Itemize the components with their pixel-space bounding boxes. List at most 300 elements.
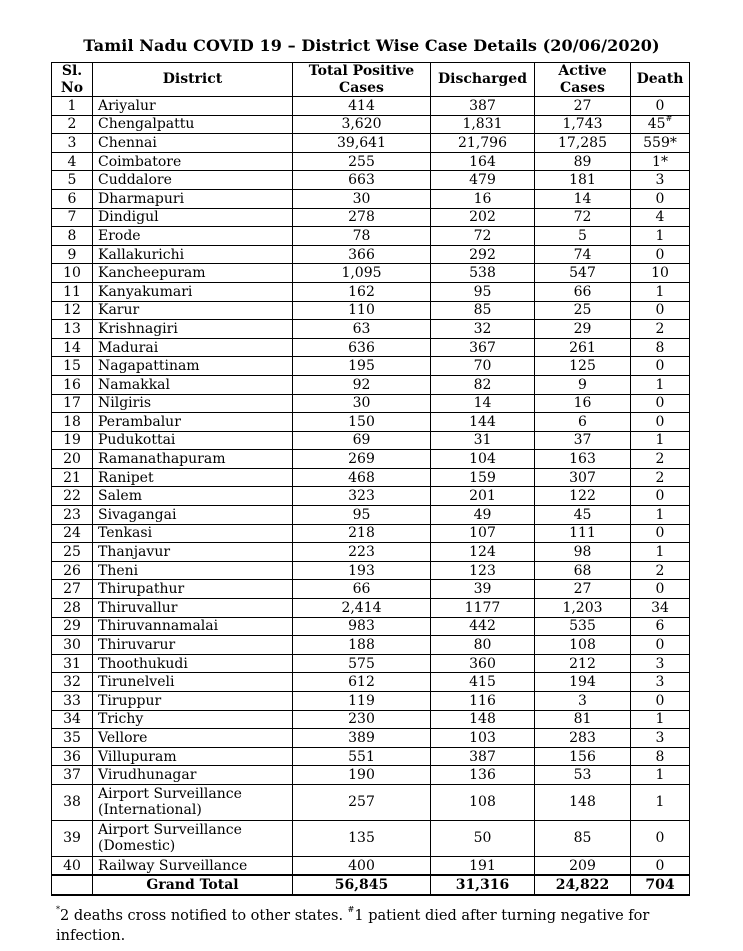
row-death bbox=[631, 468, 690, 487]
row-total-positive: 63 bbox=[293, 320, 431, 339]
row-discharged: 95 bbox=[431, 282, 535, 301]
row-district: Sivagangai bbox=[93, 506, 293, 525]
row-active: 37 bbox=[535, 431, 631, 450]
row-death-value: 0 bbox=[655, 857, 665, 874]
table-row bbox=[52, 413, 690, 432]
row-sl-no: 35 bbox=[52, 729, 93, 748]
row-discharged: 159 bbox=[431, 468, 535, 487]
row-death-value: 1 bbox=[655, 544, 665, 561]
row-district-line2: (International) bbox=[98, 802, 202, 819]
row-discharged: 164 bbox=[431, 152, 535, 171]
row-death bbox=[631, 171, 690, 190]
row-active: 122 bbox=[535, 487, 631, 506]
table-row bbox=[52, 820, 690, 856]
row-active: 163 bbox=[535, 450, 631, 469]
row-sl-no: 15 bbox=[52, 357, 93, 376]
row-sl-no: 11 bbox=[52, 282, 93, 301]
row-district-line1: Airport Surveillance bbox=[98, 821, 242, 838]
row-active: 6 bbox=[535, 413, 631, 432]
row-sl-no: 36 bbox=[52, 747, 93, 766]
row-sl-no: 33 bbox=[52, 692, 93, 711]
row-death-value: 0 bbox=[655, 358, 665, 375]
row-district: Erode bbox=[93, 227, 293, 246]
row-death bbox=[631, 636, 690, 655]
row-discharged: 50 bbox=[431, 820, 535, 856]
row-district: Dharmapuri bbox=[93, 189, 293, 208]
row-discharged: 538 bbox=[431, 264, 535, 283]
row-total-positive: 257 bbox=[293, 784, 431, 820]
row-sl-no: 6 bbox=[52, 189, 93, 208]
row-district: Chengalpattu bbox=[93, 115, 293, 134]
row-death bbox=[631, 766, 690, 785]
row-death bbox=[631, 375, 690, 394]
row-district: Theni bbox=[93, 561, 293, 580]
row-death bbox=[631, 152, 690, 171]
row-total-positive: 69 bbox=[293, 431, 431, 450]
row-death bbox=[631, 617, 690, 636]
grand-total-active: 24,822 bbox=[535, 875, 631, 895]
row-discharged: 360 bbox=[431, 654, 535, 673]
row-total-positive: 95 bbox=[293, 506, 431, 525]
row-death-value: 0 bbox=[655, 246, 665, 263]
row-district: Thiruvarur bbox=[93, 636, 293, 655]
row-death-value: 45 bbox=[647, 116, 666, 133]
table-row bbox=[52, 636, 690, 655]
row-death-value: 3 bbox=[655, 729, 665, 746]
row-sl-no: 34 bbox=[52, 710, 93, 729]
row-death-value: 0 bbox=[655, 525, 665, 542]
grand-total-label: Grand Total bbox=[93, 875, 293, 895]
row-death bbox=[631, 599, 690, 618]
row-sl-no: 30 bbox=[52, 636, 93, 655]
row-district: Ranipet bbox=[93, 468, 293, 487]
row-active: 547 bbox=[535, 264, 631, 283]
row-sl-no: 10 bbox=[52, 264, 93, 283]
row-death bbox=[631, 394, 690, 413]
row-district: Pudukottai bbox=[93, 431, 293, 450]
row-death bbox=[631, 524, 690, 543]
row-discharged: 39 bbox=[431, 580, 535, 599]
row-total-positive: 414 bbox=[293, 97, 431, 116]
row-active: 111 bbox=[535, 524, 631, 543]
row-discharged: 103 bbox=[431, 729, 535, 748]
table-row bbox=[52, 710, 690, 729]
table-row bbox=[52, 784, 690, 820]
row-active: 45 bbox=[535, 506, 631, 525]
row-discharged: 367 bbox=[431, 338, 535, 357]
header-death: Death bbox=[631, 63, 690, 97]
row-total-positive: 612 bbox=[293, 673, 431, 692]
row-active: 85 bbox=[535, 820, 631, 856]
row-active: 156 bbox=[535, 747, 631, 766]
row-death bbox=[631, 282, 690, 301]
row-total-positive: 162 bbox=[293, 282, 431, 301]
row-total-positive: 2,414 bbox=[293, 599, 431, 618]
row-sl-no: 37 bbox=[52, 766, 93, 785]
row-discharged: 191 bbox=[431, 856, 535, 875]
row-active: 9 bbox=[535, 375, 631, 394]
row-death bbox=[631, 97, 690, 116]
footnote-star: * bbox=[56, 905, 60, 914]
row-active: 27 bbox=[535, 580, 631, 599]
row-active: 74 bbox=[535, 245, 631, 264]
row-active: 181 bbox=[535, 171, 631, 190]
row-total-positive: 400 bbox=[293, 856, 431, 875]
table-row bbox=[52, 654, 690, 673]
row-active: 108 bbox=[535, 636, 631, 655]
row-death-value: 0 bbox=[655, 488, 665, 505]
row-district: Kallakurichi bbox=[93, 245, 293, 264]
row-discharged: 148 bbox=[431, 710, 535, 729]
table-row bbox=[52, 171, 690, 190]
row-district: Madurai bbox=[93, 338, 293, 357]
table-row bbox=[52, 152, 690, 171]
row-total-positive: 78 bbox=[293, 227, 431, 246]
row-death-value: 1 bbox=[655, 506, 665, 523]
row-death-value: 0 bbox=[655, 581, 665, 598]
row-total-positive: 66 bbox=[293, 580, 431, 599]
row-sl-no: 17 bbox=[52, 394, 93, 413]
row-district: Nilgiris bbox=[93, 394, 293, 413]
row-death bbox=[631, 134, 690, 153]
row-death-value: 0 bbox=[655, 637, 665, 654]
table-row bbox=[52, 264, 690, 283]
row-death-value: 3 bbox=[655, 655, 665, 672]
row-total-positive: 92 bbox=[293, 375, 431, 394]
row-death bbox=[631, 208, 690, 227]
row-active: 194 bbox=[535, 673, 631, 692]
footnote-line1: 2 deaths cross notified to other states. bbox=[60, 908, 348, 924]
row-total-positive: 193 bbox=[293, 561, 431, 580]
row-district: Coimbatore bbox=[93, 152, 293, 171]
table-header-row bbox=[52, 63, 690, 97]
row-discharged: 21,796 bbox=[431, 134, 535, 153]
row-total-positive: 389 bbox=[293, 729, 431, 748]
table-row bbox=[52, 97, 690, 116]
row-active: 17,285 bbox=[535, 134, 631, 153]
header-sl-line1: Sl. bbox=[61, 63, 83, 80]
row-district: Villupuram bbox=[93, 747, 293, 766]
row-district: Thanjavur bbox=[93, 543, 293, 562]
row-district: Perambalur bbox=[93, 413, 293, 432]
header-total-line2: Cases bbox=[339, 79, 384, 96]
row-discharged: 85 bbox=[431, 301, 535, 320]
row-discharged: 107 bbox=[431, 524, 535, 543]
row-discharged: 49 bbox=[431, 506, 535, 525]
row-death bbox=[631, 784, 690, 820]
table-row bbox=[52, 692, 690, 711]
row-discharged: 292 bbox=[431, 245, 535, 264]
table-row bbox=[52, 134, 690, 153]
row-district: Nagapattinam bbox=[93, 357, 293, 376]
row-death-value: 1 bbox=[655, 283, 665, 300]
row-death bbox=[631, 692, 690, 711]
row-discharged: 72 bbox=[431, 227, 535, 246]
row-discharged: 442 bbox=[431, 617, 535, 636]
row-active: 3 bbox=[535, 692, 631, 711]
row-active: 1,743 bbox=[535, 115, 631, 134]
row-death-value: 0 bbox=[655, 395, 665, 412]
table-row bbox=[52, 450, 690, 469]
row-district bbox=[93, 784, 293, 820]
row-death bbox=[631, 357, 690, 376]
row-total-positive: 119 bbox=[293, 692, 431, 711]
row-death-value: 1 bbox=[655, 227, 665, 244]
row-death bbox=[631, 189, 690, 208]
row-district: Virudhunagar bbox=[93, 766, 293, 785]
row-sl-no: 40 bbox=[52, 856, 93, 875]
row-active: 66 bbox=[535, 282, 631, 301]
row-death-value: 1 bbox=[655, 711, 665, 728]
row-sl-no: 26 bbox=[52, 561, 93, 580]
table-row bbox=[52, 673, 690, 692]
row-total-positive: 255 bbox=[293, 152, 431, 171]
row-death bbox=[631, 580, 690, 599]
row-active: 125 bbox=[535, 357, 631, 376]
row-total-positive: 223 bbox=[293, 543, 431, 562]
row-discharged: 104 bbox=[431, 450, 535, 469]
row-sl-no: 5 bbox=[52, 171, 93, 190]
row-discharged: 16 bbox=[431, 189, 535, 208]
table-row bbox=[52, 320, 690, 339]
row-discharged: 124 bbox=[431, 543, 535, 562]
table-row bbox=[52, 766, 690, 785]
row-death bbox=[631, 487, 690, 506]
row-total-positive: 3,620 bbox=[293, 115, 431, 134]
table-row bbox=[52, 282, 690, 301]
row-total-positive: 278 bbox=[293, 208, 431, 227]
row-discharged: 80 bbox=[431, 636, 535, 655]
row-total-positive: 150 bbox=[293, 413, 431, 432]
row-district: Namakkal bbox=[93, 375, 293, 394]
row-discharged: 1177 bbox=[431, 599, 535, 618]
row-total-positive: 30 bbox=[293, 189, 431, 208]
row-total-positive: 366 bbox=[293, 245, 431, 264]
row-sl-no: 16 bbox=[52, 375, 93, 394]
row-death-value: 4 bbox=[655, 209, 665, 226]
row-sl-no: 38 bbox=[52, 784, 93, 820]
row-sl-no: 14 bbox=[52, 338, 93, 357]
row-sl-no: 28 bbox=[52, 599, 93, 618]
table-row bbox=[52, 301, 690, 320]
row-death bbox=[631, 115, 690, 134]
table-row bbox=[52, 115, 690, 134]
row-total-positive: 218 bbox=[293, 524, 431, 543]
table-row bbox=[52, 189, 690, 208]
table-row bbox=[52, 338, 690, 357]
table-row bbox=[52, 487, 690, 506]
row-death bbox=[631, 729, 690, 748]
row-total-positive: 663 bbox=[293, 171, 431, 190]
row-active: 209 bbox=[535, 856, 631, 875]
row-sl-no: 2 bbox=[52, 115, 93, 134]
row-sl-no: 1 bbox=[52, 97, 93, 116]
row-total-positive: 190 bbox=[293, 766, 431, 785]
table-row bbox=[52, 357, 690, 376]
row-district: Thoothukudi bbox=[93, 654, 293, 673]
table-row bbox=[52, 375, 690, 394]
row-discharged: 1,831 bbox=[431, 115, 535, 134]
row-active: 1,203 bbox=[535, 599, 631, 618]
row-discharged: 31 bbox=[431, 431, 535, 450]
row-district: Karur bbox=[93, 301, 293, 320]
row-discharged: 70 bbox=[431, 357, 535, 376]
row-discharged: 32 bbox=[431, 320, 535, 339]
row-death bbox=[631, 673, 690, 692]
row-death-value: 1 bbox=[655, 376, 665, 393]
row-sl-no: 13 bbox=[52, 320, 93, 339]
grand-total-death: 704 bbox=[631, 875, 690, 895]
row-total-positive: 983 bbox=[293, 617, 431, 636]
row-active: 307 bbox=[535, 468, 631, 487]
row-discharged: 387 bbox=[431, 97, 535, 116]
row-sl-no: 19 bbox=[52, 431, 93, 450]
row-death-value: 0 bbox=[655, 413, 665, 430]
row-death bbox=[631, 543, 690, 562]
row-sl-no: 31 bbox=[52, 654, 93, 673]
grand-total-row bbox=[52, 875, 690, 895]
row-death-value: 1 bbox=[655, 767, 665, 784]
row-death-value: 0 bbox=[655, 302, 665, 319]
row-active: 535 bbox=[535, 617, 631, 636]
row-total-positive: 110 bbox=[293, 301, 431, 320]
row-death-value: 10 bbox=[651, 265, 669, 282]
row-death bbox=[631, 654, 690, 673]
row-district: Tiruppur bbox=[93, 692, 293, 711]
row-sl-no: 39 bbox=[52, 820, 93, 856]
row-death-value: 8 bbox=[655, 748, 665, 765]
row-sl-no: 27 bbox=[52, 580, 93, 599]
page-title: Tamil Nadu COVID 19 – District Wise Case Details (20/06/2020) bbox=[83, 36, 660, 55]
row-active: 5 bbox=[535, 227, 631, 246]
table-row bbox=[52, 856, 690, 875]
row-death-value: 8 bbox=[655, 339, 665, 356]
table-row bbox=[52, 617, 690, 636]
header-district: District bbox=[93, 63, 293, 97]
row-death bbox=[631, 450, 690, 469]
row-district: Thirupathur bbox=[93, 580, 293, 599]
row-discharged: 116 bbox=[431, 692, 535, 711]
table-row bbox=[52, 506, 690, 525]
row-sl-no: 29 bbox=[52, 617, 93, 636]
header-total-line1: Total Positive bbox=[308, 63, 415, 80]
row-district: Krishnagiri bbox=[93, 320, 293, 339]
row-discharged: 479 bbox=[431, 171, 535, 190]
row-total-positive: 636 bbox=[293, 338, 431, 357]
row-discharged: 14 bbox=[431, 394, 535, 413]
row-death bbox=[631, 301, 690, 320]
table-row bbox=[52, 729, 690, 748]
row-total-positive: 1,095 bbox=[293, 264, 431, 283]
row-death-value: 0 bbox=[655, 190, 665, 207]
row-total-positive: 269 bbox=[293, 450, 431, 469]
row-discharged: 136 bbox=[431, 766, 535, 785]
district-case-table bbox=[51, 62, 690, 896]
row-sl-no: 18 bbox=[52, 413, 93, 432]
row-sl-no: 7 bbox=[52, 208, 93, 227]
row-active: 53 bbox=[535, 766, 631, 785]
row-death-value: 1* bbox=[652, 153, 668, 170]
header-active bbox=[535, 63, 631, 97]
row-active: 25 bbox=[535, 301, 631, 320]
row-active: 14 bbox=[535, 189, 631, 208]
row-district: Thiruvallur bbox=[93, 599, 293, 618]
header-sl-line2: No bbox=[60, 79, 84, 96]
row-district: Railway Surveillance bbox=[93, 856, 293, 875]
header-total-positive bbox=[293, 63, 431, 97]
row-district: Tirunelveli bbox=[93, 673, 293, 692]
row-district-line1: Airport Surveillance bbox=[98, 785, 242, 802]
row-death bbox=[631, 227, 690, 246]
row-total-positive: 39,641 bbox=[293, 134, 431, 153]
row-active: 27 bbox=[535, 97, 631, 116]
row-district: Salem bbox=[93, 487, 293, 506]
row-death-value: 2 bbox=[655, 469, 665, 486]
row-discharged: 144 bbox=[431, 413, 535, 432]
row-district: Chennai bbox=[93, 134, 293, 153]
row-death-value: 1 bbox=[655, 432, 665, 449]
row-sl-no: 20 bbox=[52, 450, 93, 469]
row-death bbox=[631, 413, 690, 432]
row-death bbox=[631, 264, 690, 283]
row-death bbox=[631, 245, 690, 264]
row-death bbox=[631, 820, 690, 856]
row-discharged: 387 bbox=[431, 747, 535, 766]
row-district: Cuddalore bbox=[93, 171, 293, 190]
row-active: 212 bbox=[535, 654, 631, 673]
row-discharged: 202 bbox=[431, 208, 535, 227]
row-sl-no: 4 bbox=[52, 152, 93, 171]
row-death-value: 0 bbox=[655, 97, 665, 114]
header-active-line2: Cases bbox=[560, 79, 605, 96]
row-district: Ariyalur bbox=[93, 97, 293, 116]
row-sl-no: 12 bbox=[52, 301, 93, 320]
footnote-hash: # bbox=[347, 905, 355, 914]
row-total-positive: 135 bbox=[293, 820, 431, 856]
row-death bbox=[631, 320, 690, 339]
grand-total-positive: 56,845 bbox=[293, 875, 431, 895]
row-active: 29 bbox=[535, 320, 631, 339]
row-death bbox=[631, 710, 690, 729]
table-row bbox=[52, 208, 690, 227]
row-sl-no: 32 bbox=[52, 673, 93, 692]
table-row bbox=[52, 543, 690, 562]
row-active: 89 bbox=[535, 152, 631, 171]
header-active-line1: Active bbox=[558, 63, 607, 80]
row-death-value: 6 bbox=[655, 618, 665, 635]
row-total-positive: 551 bbox=[293, 747, 431, 766]
row-district: Ramanathapuram bbox=[93, 450, 293, 469]
row-death bbox=[631, 506, 690, 525]
row-discharged: 123 bbox=[431, 561, 535, 580]
row-death-value: 3 bbox=[655, 172, 665, 189]
row-district: Thiruvannamalai bbox=[93, 617, 293, 636]
row-district: Trichy bbox=[93, 710, 293, 729]
row-total-positive: 30 bbox=[293, 394, 431, 413]
row-active: 98 bbox=[535, 543, 631, 562]
row-death-value: 3 bbox=[655, 674, 665, 691]
row-sl-no: 3 bbox=[52, 134, 93, 153]
row-active: 16 bbox=[535, 394, 631, 413]
row-active: 261 bbox=[535, 338, 631, 357]
row-death-value: 0 bbox=[655, 830, 665, 847]
row-discharged: 82 bbox=[431, 375, 535, 394]
table-row bbox=[52, 468, 690, 487]
row-total-positive: 230 bbox=[293, 710, 431, 729]
table-row bbox=[52, 747, 690, 766]
row-sl-no: 25 bbox=[52, 543, 93, 562]
row-district: Tenkasi bbox=[93, 524, 293, 543]
